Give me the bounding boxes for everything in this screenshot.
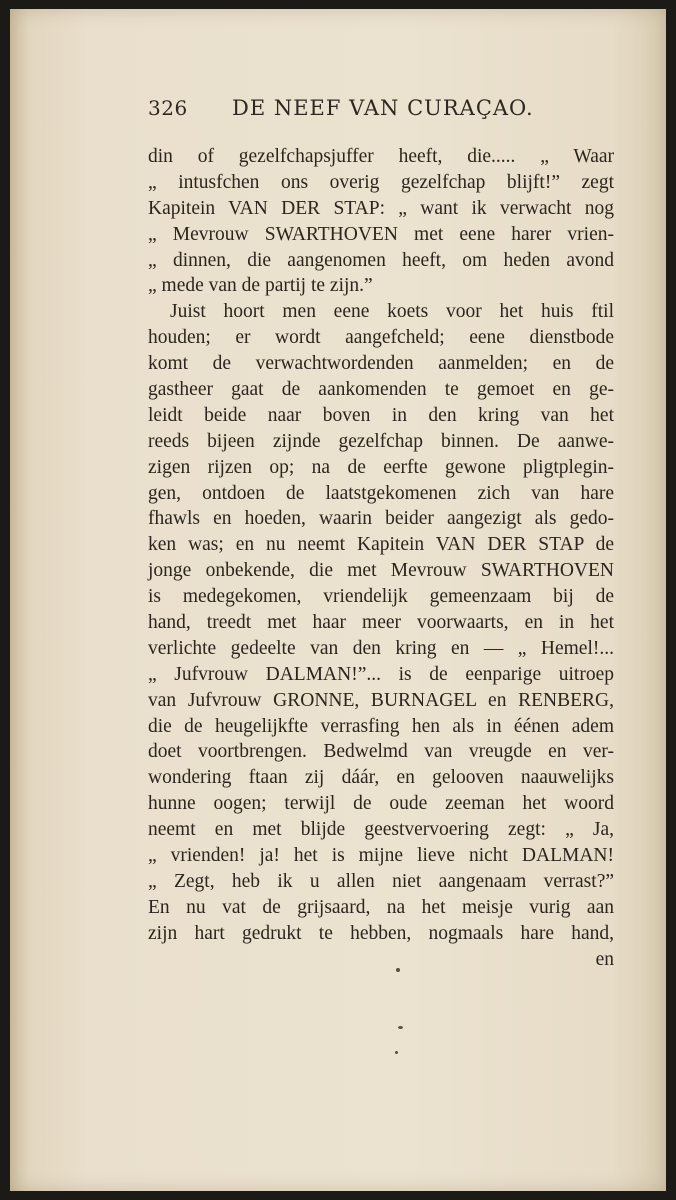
- ink-speck: [396, 968, 400, 972]
- text-line: fhawls en hoeden, waarin beider aangezigt als gedo-: [148, 508, 614, 530]
- text-line: hand, treedt met haar meer voorwaarts, en in het: [148, 612, 614, 634]
- text-line: zigen rijzen op; na de eerfte gewone pligtplegin-: [148, 456, 614, 478]
- text-line: „ dinnen, die aangenomen heeft, om heden avond: [148, 249, 614, 271]
- text-line: zijn hart gedrukt te hebben, nogmaals hare hand,: [148, 922, 614, 944]
- body-text: [148, 144, 614, 973]
- running-title: DE NEEF VAN CURAÇAO.: [232, 96, 534, 120]
- text-line: ken was; en nu neemt Kapitein VAN DER STAP de: [148, 534, 614, 556]
- text-line: die de heugelijkfte verrasfing hen als in éénen adem: [148, 715, 614, 737]
- text-line: leidt beide naar boven in den kring van het: [148, 404, 614, 426]
- text-line: van Jufvrouw GRONNE, BURNAGEL en RENBERG,: [148, 689, 614, 711]
- text-line: reeds bijeen zijnde gezelfchap binnen. De aanwe-: [148, 430, 614, 452]
- text-line: Juist hoort men eene koets voor het huis ftil: [170, 301, 614, 323]
- page-header: [148, 96, 618, 124]
- ink-speck: [395, 1051, 398, 1054]
- text-line: hunne oogen; terwijl de oude zeeman het woord: [148, 793, 614, 815]
- text-line: is medegekomen, vriendelijk gemeenzaam bij de: [148, 586, 614, 608]
- text-line: gastheer gaat de aankomenden te gemoet en ge-: [148, 379, 614, 401]
- text-line: din of gezelfchapsjuffer heeft, die..... „ Waar: [148, 146, 614, 167]
- text-line: „ Mevrouw SWARTHOVEN met eene harer vrien-: [148, 223, 614, 245]
- text-line: houden; er wordt aangefcheld; eene dienstbode: [148, 327, 614, 349]
- text-line: En nu vat de grijsaard, na het meisje vurig aan: [148, 896, 614, 918]
- text-line: „ intusfchen ons overig gezelfchap blijft!” zegt: [148, 171, 614, 193]
- catchword: en: [595, 948, 614, 970]
- text-line: Kapitein VAN DER STAP: „ want ik verwacht nog: [148, 197, 614, 219]
- text-line: gen, ontdoen de laatstgekomenen zich van hare: [148, 482, 614, 504]
- text-line: neemt en met blijde geestvervoering zegt: „ Ja,: [148, 819, 614, 841]
- text-line: jonge onbekende, die met Mevrouw SWARTHOVEN: [148, 560, 614, 582]
- text-line: komt de verwachtwordenden aanmelden; en de: [148, 353, 614, 375]
- text-line: verlichte gedeelte van den kring en — „ Hemel!...: [148, 637, 614, 659]
- text-line: „ mede van de partij te zijn.”: [148, 275, 373, 297]
- text-line: wondering ftaan zij dáár, en gelooven naauwelijks: [148, 767, 614, 789]
- text-line: doet voortbrengen. Bedwelmd van vreugde en ver-: [148, 741, 614, 763]
- page-number: 326: [148, 96, 188, 120]
- text-line: „ Zegt, heb ik u allen niet aangenaam verrast?”: [148, 870, 614, 892]
- ink-speck: [398, 1026, 403, 1029]
- text-line: „ vrienden! ja! het is mijne lieve nicht DALMAN!: [148, 845, 614, 867]
- text-line: „ Jufvrouw DALMAN!”... is de eenparige uitroep: [148, 663, 614, 685]
